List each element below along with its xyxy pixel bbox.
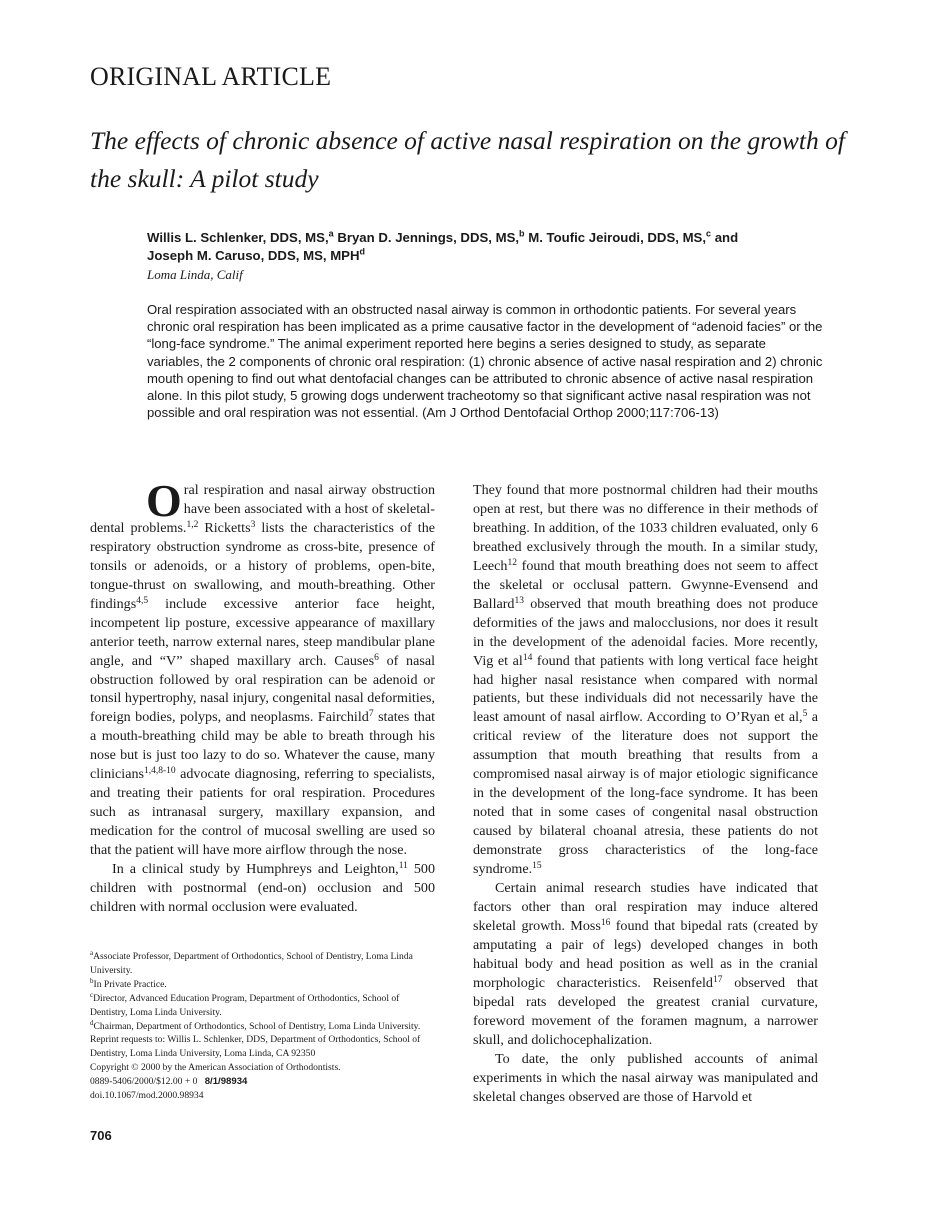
footnote-text: Associate Professor, Department of Orthodontics, School of Dentistry, Loma Linda University. (90, 951, 413, 976)
body-paragraph (90, 860, 435, 917)
body-text: In a clinical study by Humphreys and Leighton, (112, 861, 399, 878)
issn-line (90, 1075, 436, 1089)
author-affiliation-mark: d (359, 246, 365, 257)
body-text: ral respiration and nasal airway obstruction have been associated with a host of skeletal-dental problems. (90, 482, 435, 536)
footnote-mark: b (90, 976, 94, 985)
abstract: Oral respiration associated with an obstructed nasal airway is common in orthodontic patients. For several years chronic oral respiration has been implicated as a prime causative factor in the development of “adenoid facies” or the “long-face syndrome.” The animal experiment reported here begins a series designed to study, as separate variables, the 2 components of chronic oral respiration: (1) chronic absence of active nasal respiration and 2) chronic mouth opening to find out what dentofacial changes can be attributed to chronic absence of active nasal respiration alone. In this pilot study, 5 growing dogs underwent tracheotomy so that significant active nasal respiration was not possible and oral respiration was not essential. (Am J Orthod Dentofacial Orthop 2000;117:706-13) (147, 302, 823, 421)
author-name: M. Toufic Jeiroudi, DDS, MS, (528, 230, 707, 245)
citation-ref: 11 (398, 861, 408, 872)
body-text: observed that bipedal rats developed the greatest cranial curvature, foreword movement of the foramen magnum, a narrower skull, and dolichocephalization. (473, 974, 818, 1048)
author-list (147, 229, 827, 265)
author-affiliation-mark: b (519, 228, 525, 239)
citation-ref: 3 (250, 519, 256, 530)
body-text: observed that mouth breathing does not produce deformities of the jaws and malocclusions, nor does it result in the development of the adenoidal facies. More recently, Vig et al (473, 595, 818, 669)
body-paragraph (473, 1050, 818, 1107)
body-column-right (473, 481, 818, 1106)
section-label: ORIGINAL ARTICLE (90, 62, 332, 91)
citation-ref: 16 (600, 917, 611, 928)
author-name: Bryan D. Jennings, DDS, MS, (337, 230, 520, 245)
footnote-text: In Private Practice. (93, 978, 167, 990)
body-text: Ricketts (198, 519, 251, 536)
author-affiliation-mark: a (328, 228, 334, 239)
author-name: Joseph M. Caruso, DDS, MS, MPH (147, 248, 360, 263)
footnote (90, 1020, 436, 1034)
body-text: To date, the only published accounts of animal experiments in which the nasal airway was manipulated and skeletal changes observed are those of Harvold et (473, 1050, 818, 1105)
footnote-mark: c (90, 990, 94, 999)
citation-ref: 5 (802, 709, 808, 720)
author-location: Loma Linda, Calif (147, 267, 243, 282)
citation-ref: 6 (374, 652, 379, 663)
citation-ref: 15 (532, 861, 542, 872)
body-text: found that mouth breathing does not seem to affect the skeletal or occlusal pattern. Gwynne-Evensend and Ballard (473, 557, 818, 612)
body-text: states that a mouth-breathing child may be able to breath through his nose but is just too lazy to do so. Whatever the cause, many clinicians (90, 709, 435, 783)
citation-ref: 1,4,8-10 (144, 766, 176, 777)
body-paragraph (473, 481, 818, 879)
copyright: Copyright © 2000 by the American Association of Orthodontists. (90, 1062, 341, 1074)
body-text: found that bipedal rats (created by amputating a pair of legs) developed changes in both habitual body and head position as well as in the cranial morphologic characteristics. Reisenfeld (473, 917, 819, 991)
citation-ref: 7 (368, 709, 374, 720)
issn-code: 8/1/98934 (204, 1076, 248, 1088)
footnote-text: Chairman, Department of Orthodontics, School of Dentistry, Loma Linda University. (93, 1020, 421, 1032)
body-paragraph (473, 879, 818, 1050)
doi: doi.10.1067/mod.2000.98934 (90, 1090, 204, 1102)
footnotes (90, 950, 436, 1103)
issn: 0889-5406/2000/$12.00 + 0 (90, 1076, 198, 1088)
footnote (90, 992, 436, 1020)
reprint-request: Reprint requests to: Willis L. Schlenker, DDS, Department of Orthodontics, School of Dentistry, Loma Linda University, Loma Linda, CA 92350 (90, 1034, 421, 1060)
body-text: include excessive anterior face height, incompetent lip posture, excessive appearance of maxillary anterior teeth, narrow external nares, steep mandibular plane angle, and “V” shaped maxillary arch. Causes (90, 595, 435, 669)
body-text: They found that more postnormal children had their mouths open at rest, but there was no difference in their methods of breathing. In addition, of the 1033 children evaluated, only 6 breathed exclusively through the mouth. In a similar study, Leech (473, 482, 818, 574)
body-text: of nasal obstruction followed by oral respiration can be adenoid or tonsil hypertrophy, nasal injury, congenital nasal deformities, foreign bodies, polyps, and neoplasms. Fairchild (90, 652, 435, 726)
citation-ref: 14 (522, 652, 533, 663)
body-paragraph (90, 475, 435, 860)
citation-ref: 13 (514, 595, 524, 606)
footnote (90, 978, 436, 992)
footnote-text: Director, Advanced Education Program, Department of Orthodontics, School of Dentistry, Loma Linda University. (90, 992, 400, 1018)
author-name: Willis L. Schlenker, DDS, MS, (147, 230, 329, 245)
page-number: 706 (90, 1128, 112, 1143)
footnote (90, 950, 436, 978)
body-column-left (90, 475, 435, 917)
footnote-mark: d (90, 1018, 94, 1027)
body-text: 500 children with postnormal (end-on) occlusion and 500 children with normal occlusion were evaluated. (90, 861, 435, 915)
footnote-mark: a (90, 948, 94, 957)
citation-ref: 1,2 (186, 519, 199, 530)
body-text: a critical review of the literature does not support the assumption that mouth breathing that results from a compromised nasal airway is of major etiologic significance in the development of the long-face syndrome. It has been noted that in some cases of congenital nasal obstruction caused by bilateral choanal atresia, these patients do not demonstrate gross characteristics of the long-face syndrome. (473, 709, 818, 878)
citation-ref: 12 (507, 557, 517, 568)
citation-ref: 17 (712, 974, 723, 985)
body-text: Certain animal research studies have indicated that factors other than oral respiration may induce altered skeletal growth. Moss (473, 880, 818, 934)
body-text: advocate diagnosing, referring to specialists, and treating their patients for oral respiration. Procedures such as intranasal surgery, maxillary expansion, and medication for the control of mucosal swelling are used so that the patient will have more airflow through the nose. (90, 766, 435, 859)
body-text: lists the characteristics of the respiratory obstruction syndrome as cross-bite, presence of tonsils or adenoids, or a history of problems, open-bite, tongue-thrust on swallowing, and mouth-breathing. Other findings (90, 519, 435, 612)
author-affiliation-mark: c (706, 228, 712, 239)
citation-ref: 4,5 (136, 595, 149, 606)
body-text: found that patients with long vertical face height had higher nasal resistance when compared with normal patients, but these individuals did not necessarily have the least amount of nasal airflow. According to O’Ryan et al, (473, 652, 818, 726)
drop-cap: O (146, 475, 182, 526)
author-conjunction: and (714, 230, 739, 245)
article-title: The effects of chronic absence of active nasal respiration on the growth of the skull: A pilot study (90, 126, 845, 193)
